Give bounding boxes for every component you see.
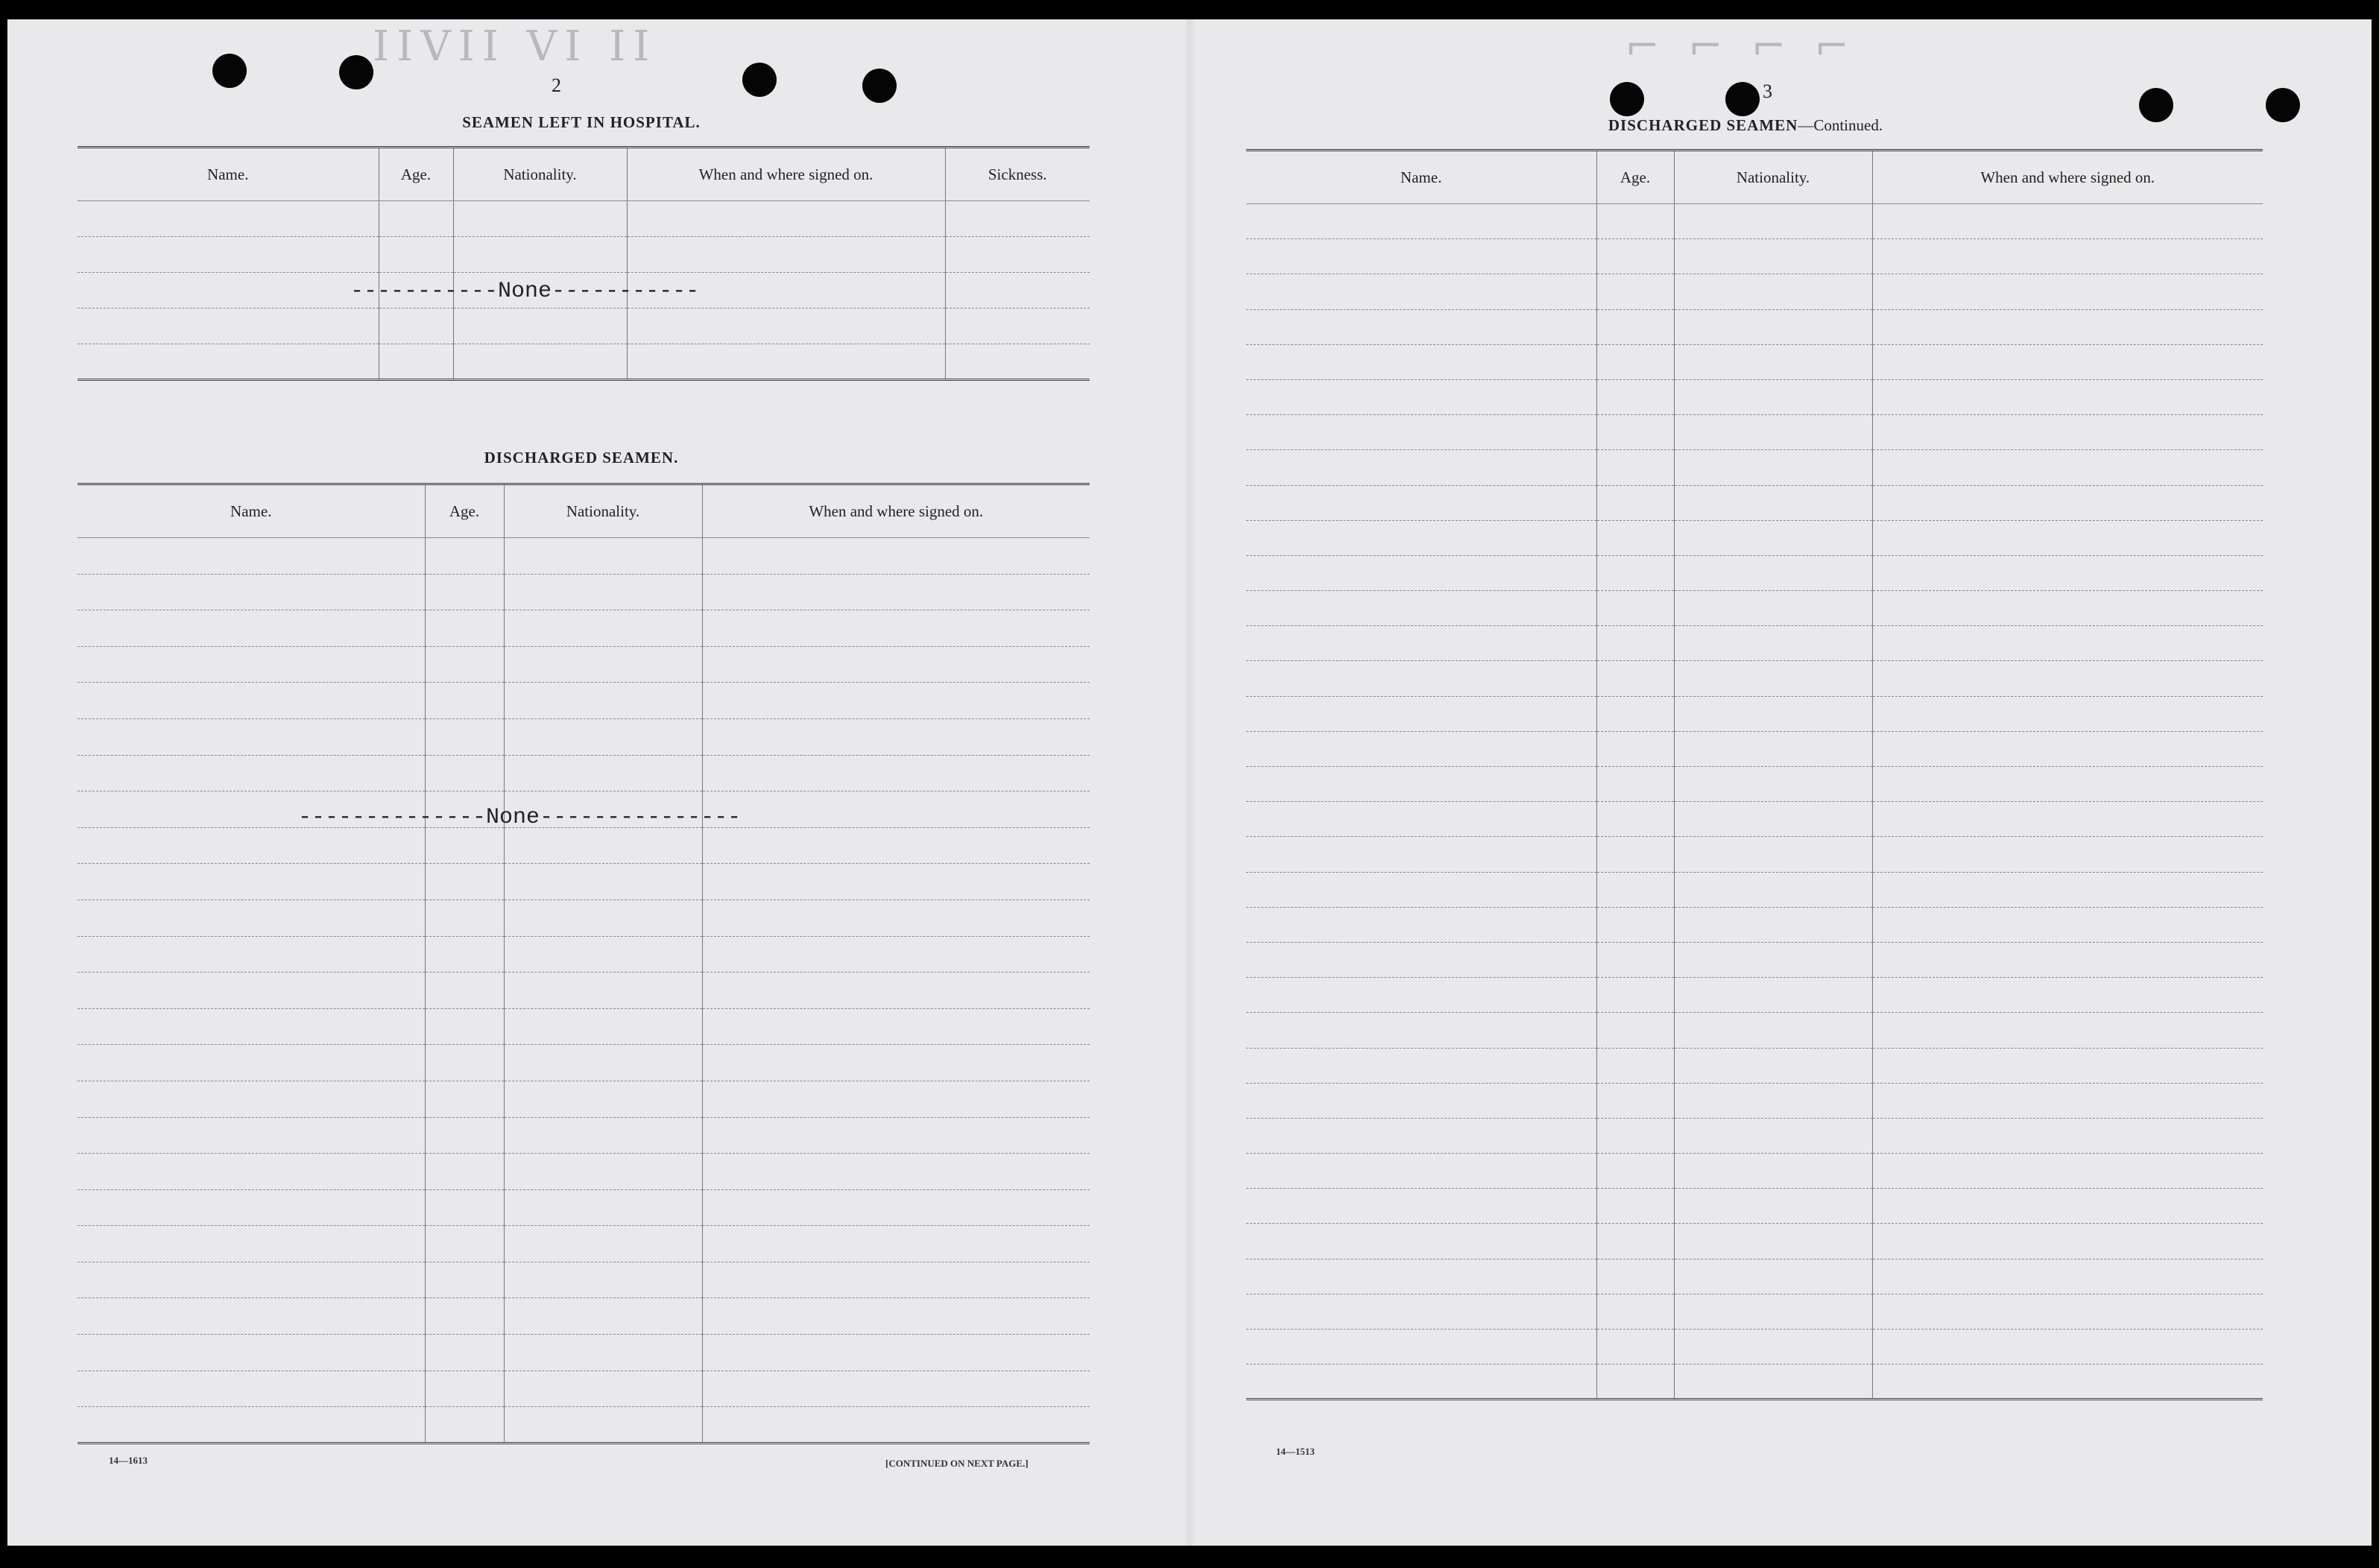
table-row xyxy=(78,973,1090,1009)
table-row xyxy=(1246,1294,2263,1329)
table-row xyxy=(78,1081,1090,1117)
table-row xyxy=(78,900,1090,936)
table-row xyxy=(1246,907,2263,942)
continued-note: [CONTINUED ON NEXT PAGE.] xyxy=(885,1458,1029,1469)
column-header-signed-on: When and where signed on. xyxy=(702,484,1090,538)
punch-hole-icon xyxy=(212,54,247,88)
table-row xyxy=(1246,379,2263,414)
discharged-continued-title xyxy=(1245,116,2246,135)
column-header-age: Age. xyxy=(379,148,453,201)
form-number-left: 14—1613 xyxy=(109,1455,148,1466)
table-row xyxy=(1246,696,2263,731)
table-row xyxy=(1246,485,2263,520)
table-row xyxy=(78,344,1090,380)
table-row xyxy=(78,1298,1090,1335)
table-row xyxy=(1246,1189,2263,1224)
table-row xyxy=(1246,415,2263,450)
column-header-name: Name. xyxy=(1246,151,1596,204)
table-row xyxy=(78,827,1090,864)
table-row xyxy=(1246,1224,2263,1259)
discharged-none-entry xyxy=(298,805,741,830)
page-fold xyxy=(1184,19,1195,1546)
table-row xyxy=(78,1407,1090,1444)
punch-hole-icon xyxy=(339,55,373,89)
table-row xyxy=(78,1117,1090,1154)
table-row xyxy=(1246,1013,2263,1048)
table-row xyxy=(1246,1083,2263,1118)
column-header-signed-on: When and where signed on. xyxy=(627,148,945,201)
form-number-right: 14—1513 xyxy=(1276,1446,1315,1457)
table-row xyxy=(1246,555,2263,590)
table-row xyxy=(1246,767,2263,802)
table-row xyxy=(78,309,1090,344)
table-row xyxy=(1246,1118,2263,1153)
hospital-table xyxy=(78,146,1090,381)
table-row xyxy=(1246,450,2263,485)
table-row xyxy=(1246,837,2263,872)
table-row xyxy=(1246,802,2263,837)
table-row xyxy=(78,201,1090,237)
table-row xyxy=(1246,309,2263,344)
table-row xyxy=(1246,1330,2263,1365)
table-row xyxy=(78,1262,1090,1298)
punch-hole-icon xyxy=(862,69,897,103)
dash-leader: --------------- xyxy=(540,805,742,830)
title-main: DISCHARGED SEAMEN xyxy=(1608,116,1798,134)
table-row xyxy=(78,1371,1090,1407)
dash-leader: -------------- xyxy=(298,805,487,830)
faded-handwriting-mark: ⅠⅠⅤⅠⅠ ⅤⅠ ⅠⅠ xyxy=(373,22,657,71)
table-row xyxy=(1246,626,2263,661)
table-row xyxy=(1246,520,2263,555)
dash-leader: ----------- xyxy=(350,279,499,304)
punch-hole-icon xyxy=(2266,88,2300,122)
table-header-row xyxy=(78,484,1090,538)
table-row xyxy=(78,1226,1090,1262)
table-row xyxy=(1246,1365,2263,1400)
table-header-row xyxy=(78,148,1090,201)
none-text: None xyxy=(486,805,540,830)
punch-hole-icon xyxy=(1610,82,1644,116)
dash-leader: ----------- xyxy=(552,279,700,304)
punch-hole-icon xyxy=(742,63,777,97)
table-row xyxy=(1246,204,2263,239)
column-header-name: Name. xyxy=(78,484,425,538)
table-row xyxy=(78,237,1090,273)
table-row xyxy=(1246,344,2263,379)
column-header-sickness: Sickness. xyxy=(945,148,1090,201)
table-header-row xyxy=(1246,151,2263,204)
table-row xyxy=(78,1008,1090,1045)
title-continued: —Continued. xyxy=(1798,116,1883,134)
table-row xyxy=(78,755,1090,791)
table-row xyxy=(78,610,1090,647)
table-row xyxy=(1246,978,2263,1013)
table-row xyxy=(78,1154,1090,1190)
column-header-nationality: Nationality. xyxy=(504,484,702,538)
none-text: None xyxy=(498,279,552,304)
table-row xyxy=(78,574,1090,610)
table-row xyxy=(1246,1048,2263,1083)
table-row xyxy=(78,864,1090,900)
table-row xyxy=(1246,731,2263,766)
table-row xyxy=(1246,239,2263,274)
faded-handwriting-mark: ⌐ ⌐ ⌐ ⌐ xyxy=(1625,22,1857,71)
table-row xyxy=(1246,274,2263,309)
table-row xyxy=(78,1189,1090,1226)
table-row xyxy=(1246,1154,2263,1189)
column-header-name: Name. xyxy=(78,148,379,201)
discharged-table xyxy=(78,483,1090,1444)
discharged-section-title: DISCHARGED SEAMEN. xyxy=(484,449,679,467)
page-number-left: 2 xyxy=(552,75,561,96)
hospital-none-entry xyxy=(350,279,699,304)
table-row xyxy=(78,718,1090,755)
column-header-age: Age. xyxy=(1596,151,1674,204)
table-row xyxy=(1246,591,2263,626)
table-row xyxy=(1246,942,2263,977)
table-row xyxy=(78,1045,1090,1081)
discharged-continued-table xyxy=(1246,149,2263,1400)
table-row xyxy=(1246,872,2263,907)
table-row xyxy=(1246,1259,2263,1294)
table-row xyxy=(78,538,1090,575)
hospital-section-title: SEAMEN LEFT IN HOSPITAL. xyxy=(462,113,701,131)
column-header-nationality: Nationality. xyxy=(453,148,627,201)
column-header-age: Age. xyxy=(425,484,504,538)
table-row xyxy=(78,646,1090,683)
table-row xyxy=(1246,661,2263,696)
page-number-right: 3 xyxy=(1763,80,1772,102)
table-row xyxy=(78,683,1090,719)
table-row xyxy=(78,936,1090,973)
column-header-nationality: Nationality. xyxy=(1674,151,1872,204)
punch-hole-icon xyxy=(1725,82,1760,116)
table-row xyxy=(78,1335,1090,1371)
column-header-signed-on: When and where signed on. xyxy=(1872,151,2263,204)
